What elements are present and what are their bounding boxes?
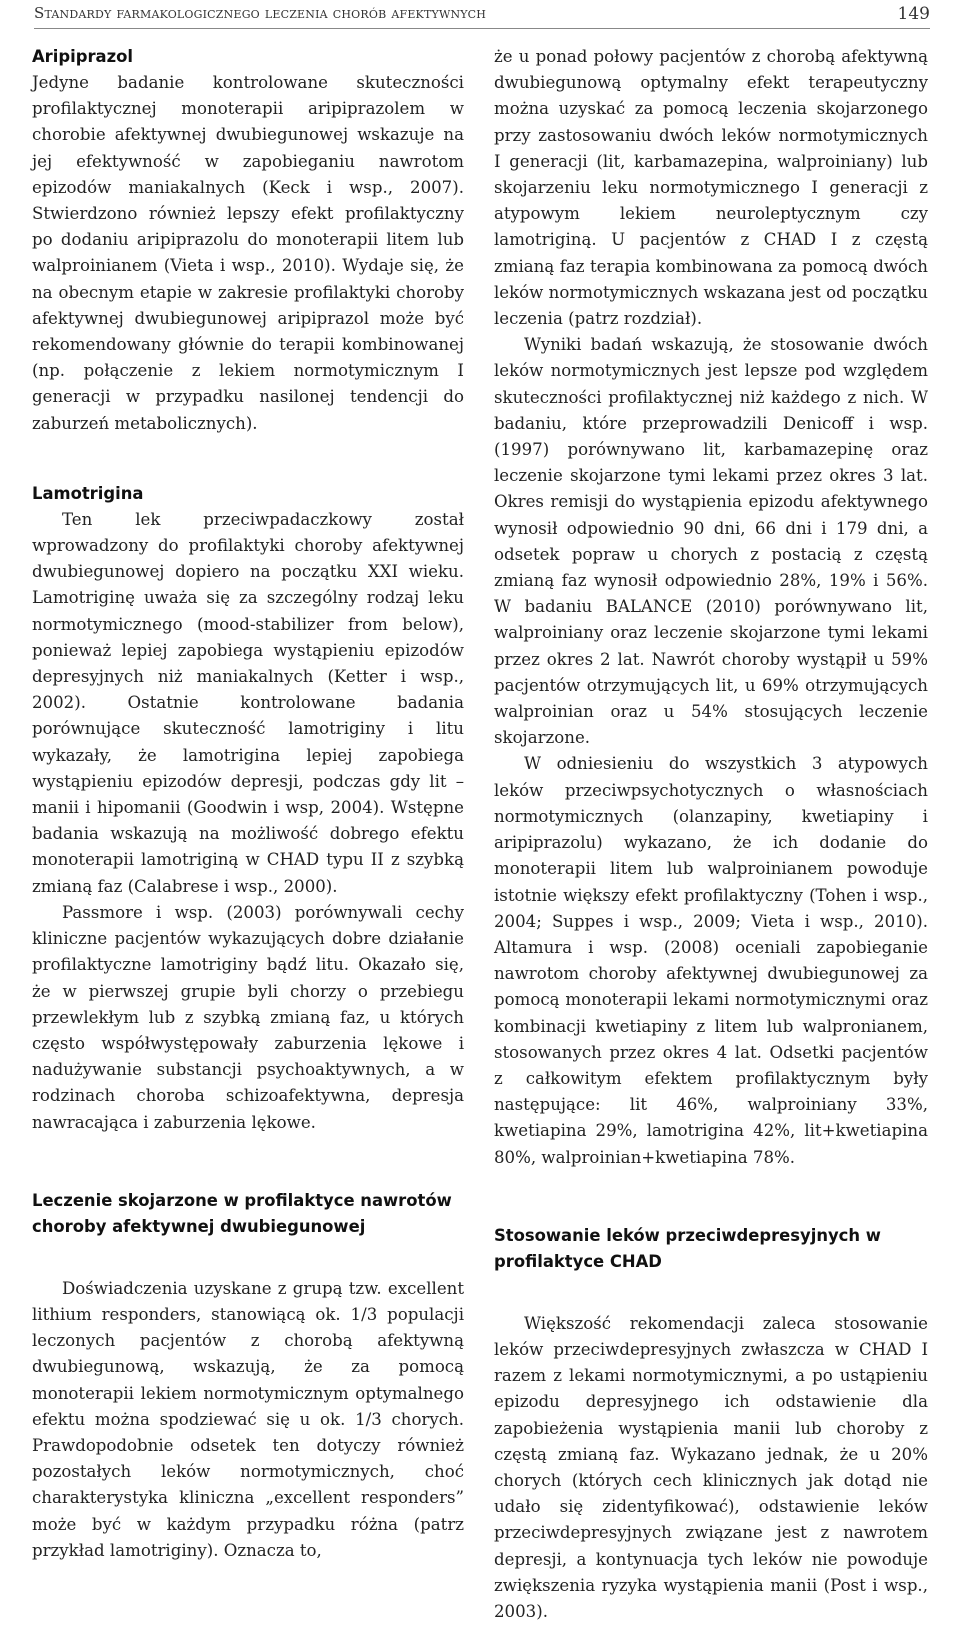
running-title: Standardy farmakologicznego leczenia chorób afektywnych [34, 4, 486, 22]
page-number: 149 [897, 4, 930, 24]
left-column [32, 44, 464, 1564]
header-divider [34, 28, 930, 29]
paragraph-antidepressants: Większość rekomendacji zaleca stosowanie leków przeciwdepresyjnych zwłaszcza w CHAD I razem z lekami normotymicznymi, a po ustąpieniu epizodu depresyjnego ich odstawienie dla zapobieżenia wystąpienia manii lub choroby z częstą zmianą faz. Wykazano jednak, że u 20% chorych (których cech klinicznych jak dotąd nie udało się zidentyfikować), odstawienie leków przeciwdepresyjnych związane jest z nawrotem depresji, a kontynuacja tych leków nie powoduje zwiększenia ryzyka wystąpienia manii (Post i wsp., 2003). [494, 1313, 928, 1621]
section-heading-antidepressants: Stosowanie leków przeciwdepresyjnych w profilaktyce CHAD [494, 1225, 881, 1271]
section-heading-aripiprazol: Aripiprazol [32, 47, 134, 66]
paragraph-lamotrigina-2: Passmore i wsp. (2003) porównywali cechy kliniczne pacjentów wykazujących dobre działanie profilaktyczne lamotriginy bądź litu. Okazało się, że w pierwszej grupie byli chorzy o przebiegu przewlekłym lub z szybką zmianą faz, u których często współwystępowały zaburzenia lękowe i nadużywanie substancji psychoaktywnych, a w rodzinach choroba schizoafektywna, depresja nawracająca i zaburzenia lękowe. [32, 902, 464, 1132]
paragraph-combined-treatment: Doświadczenia uzyskane z grupą tzw. excellent lithium responders, stanowiącą ok. 1/3 populacji leczonych pacjentów z chorobą afektywną dwubiegunową, wskazują, że za pomocą monoterapii lekiem normotymicznym optymalnego efektu można spodziewać się u ok. 1/3 chorych. Prawdopodobnie odsetek ten dotyczy również pozostałych leków normotymicznych, choć charakterystyka kliniczna „excellent responders” może być w każdym przypadku różna (patrz przykład lamotriginy). Oznacza to, [32, 1278, 464, 1560]
paragraph-right-2: Wyniki badań wskazują, że stosowanie dwóch leków normotymicznych jest lepsze pod względem skuteczności profilaktycznej niż każdego z nich. W badaniu, które przeprowadzili Denicoff i wsp. (1997) porównywano lit, karbamazepinę oraz leczenie skojarzone tymi lekami przez okres 3 lat. Okres remisji do wystąpienia epizodu afektywnego wynosił odpowiednio 90 dni, 66 dni i 179 dni, a odsetek popraw u chorych z postacią z częstą zmianą faz wynosił odpowiednio 28%, 19% i 56%. W badaniu BALANCE (2010) porównywano lit, walproiniany oraz leczenie skojarzone tymi lekami przez okres 2 lat. Nawrót choroby wystąpił u 59% pacjentów otrzymujących lit, u 69% otrzymujących walproinian oraz u 54% stosujących leczenie skojarzone. [494, 335, 928, 748]
section-heading-combined-treatment: Leczenie skojarzone w profilaktyce nawrotów choroby afektywnej dwubiegunowej [32, 1190, 452, 1236]
paragraph-aripiprazol: Jedyne badanie kontrolowane skuteczności profilaktycznej monoterapii aripiprazolem w chorobie afektywnej dwubiegunowej wskazuje na jej efektywność w zapobieganiu nawrotom epizodów maniakalnych (Keck i wsp., 2007). Stwierdzono również lepszy efekt profilaktyczny po dodaniu aripiprazolu do monoterapii litem lub walproinianem (Vieta i wsp., 2010). Wydaje się, że na obecnym etapie w zakresie profilaktyki choroby afektywnej dwubiegunowej aripiprazol może być rekomendowany głównie do terapii kombinowanej (np. połączenie z lekiem normotymicznym I generacji w przypadku nasilonej tendencji do zaburzeń metabolicznych). [32, 73, 464, 433]
running-header [34, 4, 930, 26]
paragraph-lamotrigina-1: Ten lek przeciwpadaczkowy został wprowadzony do profilaktyki choroby afektywnej dwubiegunowej dopiero na początku XXI wieku. Lamotriginę uważa się za szczególny rodzaj leku normotymicznego (mood-stabilizer from below), ponieważ lepiej zapobiega wystąpieniu epizodów depresyjnych niż maniakalnych (Ketter i wsp., 2002). Ostatnie kontrolowane badania porównujące skuteczność lamotriginy i litu wykazały, że lamotrigina lepiej zapobiega wystąpieniu epizodów depresji, podczas gdy lit – manii i hipomanii (Goodwin i wsp, 2004). Wstępne badania wskazują na możliwość dobrego efektu monoterapii lamotriginą w CHAD typu II z szybką zmianą faz (Calabrese i wsp., 2000). [32, 509, 464, 896]
section-heading-lamotrigina: Lamotrigina [32, 483, 144, 503]
paragraph-right-1: że u ponad połowy pacjentów z chorobą afektywną dwubiegunową optymalny efekt terapeutyczny można uzyskać za pomocą leczenia skojarzonego przy zastosowaniu dwóch leków normotymicznych I generacji (lit, karbamazepina, walproiniany) lub skojarzeniu leku normotymicznego I generacji z atypowym lekiem neuroleptycznym czy lamotriginą. U pacjentów z CHAD I z częstą zmianą faz terapia kombinowana za pomocą dwóch leków normotymicznych wskazana jest od początku leczenia (patrz rozdział). [494, 47, 928, 329]
right-column [494, 44, 928, 1625]
paragraph-right-3: W odniesieniu do wszystkich 3 atypowych leków przeciwpsychotycznych o własnościach normotymicznych (olanzapiny, kwetiapiny i aripiprazolu) wykazano, że ich dodanie do monoterapii litem lub walproinianem powoduje istotnie większy efekt profilaktyczny (Tohen i wsp., 2004; Suppes i wsp., 2009; Vieta i wsp., 2010). Altamura i wsp. (2008) oceniali zapobieganie nawrotom choroby afektywnej dwubiegunowej za pomocą monoterapii lekami normotymicznymi oraz kombinacji kwetiapiny z litem lub walpronianem, stosowanych przez okres 4 lat. Odsetki pacjentów z całkowitym efektem profilaktycznym były następujące: lit 46%, walproiniany 33%, kwetiapina 29%, lamotrigina 42%, lit+kwetiapina 80%, walproinian+kwetiapina 78%. [494, 754, 928, 1167]
